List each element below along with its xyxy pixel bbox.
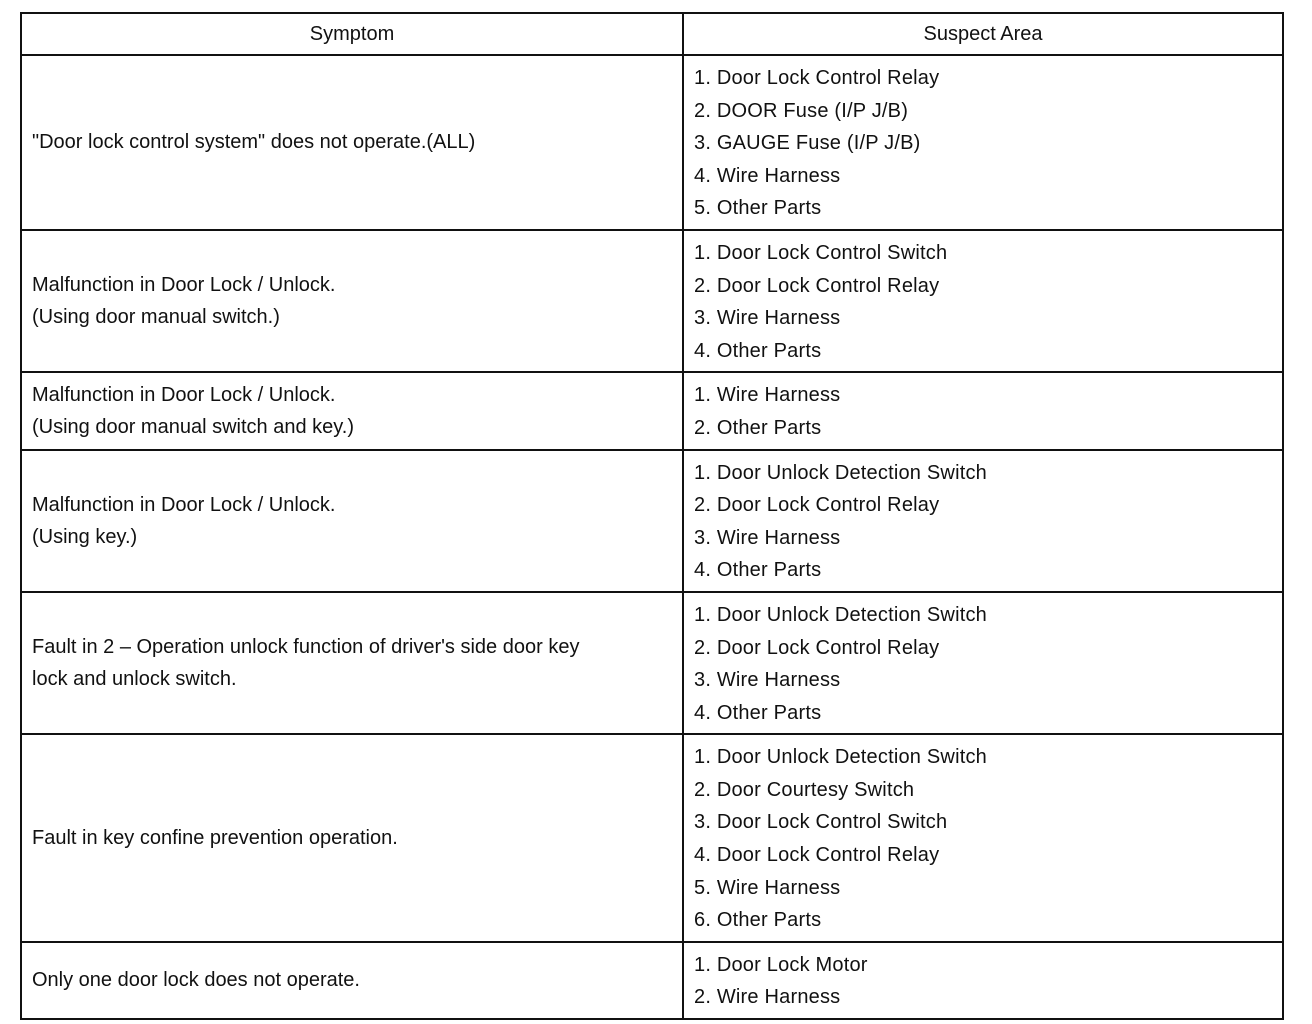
suspect-item: 2. Wire Harness (694, 986, 841, 1009)
symptom-cell (21, 942, 683, 1019)
suspect-area-cell (683, 372, 1283, 449)
suspect-list (694, 599, 1274, 729)
table-row (21, 450, 1283, 592)
symptom-text: Malfunction in Door Lock / Unlock. (32, 274, 336, 297)
suspect-item: 1. Door Unlock Detection Switch (694, 746, 987, 769)
symptom-cell (21, 230, 683, 372)
symptom-cell (21, 372, 683, 449)
symptom-text: (Using door manual switch.) (32, 306, 280, 329)
suspect-item: 1. Door Unlock Detection Switch (694, 461, 987, 484)
suspect-item: 1. Wire Harness (694, 384, 841, 407)
suspect-item: 4. Wire Harness (694, 164, 841, 187)
suspect-item: 2. Door Courtesy Switch (694, 778, 915, 801)
suspect-area-cell (683, 55, 1283, 230)
table-row (21, 592, 1283, 734)
table-row (21, 230, 1283, 372)
suspect-item: 2. DOOR Fuse (I/P J/B) (694, 99, 909, 122)
suspect-item: 1. Door Lock Control Switch (694, 241, 948, 264)
symptom-text: Malfunction in Door Lock / Unlock. (32, 493, 336, 516)
table-row (21, 372, 1283, 449)
suspect-area-cell (683, 592, 1283, 734)
symptom-text: Only one door lock does not operate. (32, 969, 360, 992)
suspect-item: 2. Door Lock Control Relay (694, 636, 940, 659)
symptom-text: "Door lock control system" does not operate.(ALL) (32, 131, 476, 154)
symptom-text: lock and unlock switch. (32, 668, 237, 691)
suspect-item: 4. Door Lock Control Relay (694, 844, 940, 867)
header-row (21, 13, 1283, 55)
suspect-item: 2. Door Lock Control Relay (694, 494, 940, 517)
table-body (21, 55, 1283, 1019)
suspect-item: 6. Other Parts (694, 909, 822, 932)
suspect-area-header: Suspect Area (683, 13, 1283, 55)
symptom-header: Symptom (21, 13, 683, 55)
table-row (21, 55, 1283, 230)
suspect-list (694, 62, 1274, 225)
suspect-list (694, 379, 1274, 444)
suspect-list (694, 237, 1274, 367)
suspect-item: 3. Wire Harness (694, 307, 841, 330)
suspect-area-cell (683, 450, 1283, 592)
symptom-text: Fault in 2 – Operation unlock function of driver's side door key (32, 636, 580, 659)
suspect-item: 5. Other Parts (694, 197, 822, 220)
suspect-item: 1. Door Lock Motor (694, 953, 868, 976)
suspect-item: 4. Other Parts (694, 701, 822, 724)
suspect-item: 1. Door Unlock Detection Switch (694, 603, 987, 626)
suspect-item: 1. Door Lock Control Relay (694, 67, 940, 89)
troubleshooting-table (20, 12, 1284, 1020)
suspect-item: 4. Other Parts (694, 339, 822, 362)
table-row (21, 734, 1283, 942)
suspect-item: 4. Other Parts (694, 559, 822, 582)
symptom-cell (21, 592, 683, 734)
symptom-text: (Using door manual switch and key.) (32, 415, 354, 438)
suspect-item: 3. Wire Harness (694, 526, 841, 549)
suspect-item: 3. GAUGE Fuse (I/P J/B) (694, 132, 921, 155)
symptom-text: Fault in key confine prevention operation. (32, 827, 398, 850)
symptom-cell (21, 450, 683, 592)
suspect-list (694, 741, 1274, 937)
symptom-cell (21, 734, 683, 942)
suspect-item: 5. Wire Harness (694, 876, 841, 899)
suspect-area-cell (683, 942, 1283, 1019)
suspect-list (694, 457, 1274, 587)
table-row (21, 942, 1283, 1019)
symptom-cell (21, 55, 683, 230)
suspect-area-cell (683, 230, 1283, 372)
suspect-list (694, 949, 1274, 1014)
suspect-item: 3. Wire Harness (694, 669, 841, 692)
symptom-text: Malfunction in Door Lock / Unlock. (32, 383, 336, 406)
symptom-text: (Using key.) (32, 525, 138, 548)
suspect-area-cell (683, 734, 1283, 942)
suspect-item: 2. Other Parts (694, 416, 822, 439)
suspect-item: 2. Door Lock Control Relay (694, 274, 940, 297)
suspect-item: 3. Door Lock Control Switch (694, 811, 948, 834)
